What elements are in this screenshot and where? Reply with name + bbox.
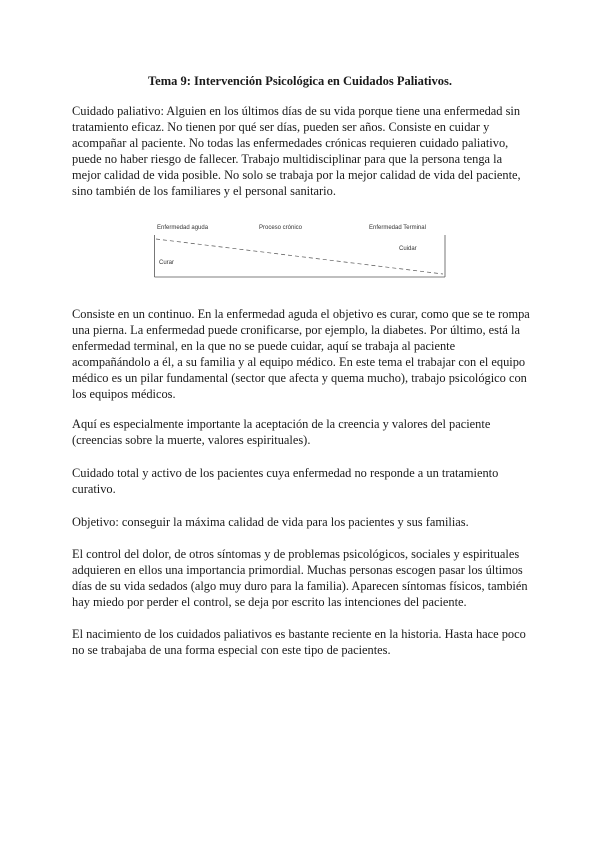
care-line-label: Cuidar <box>399 246 417 252</box>
paragraph-symptom-control: El control del dolor, de otros síntomas y de problemas psicológicos, sociales y espirituales adquieren en ellos una importancia primordial. Muchas personas escogen pasar los últimos días de su vida sedados (algo muy duro para la familia). Aparecen síntomas físicos, también hay miedo por perder el control, se deja por escrito las intenciones del paciente. <box>72 547 528 610</box>
phase-acute-label: Enfermedad aguda <box>157 225 209 231</box>
care-continuum-diagram <box>154 222 446 278</box>
paragraph-total-care: Cuidado total y activo de los pacientes cuya enfermedad no responde a un tratamiento curativo. <box>72 466 499 497</box>
document-title: Tema 9: Intervención Psicológica en Cuidados Paliativos. <box>147 74 453 88</box>
phase-chronic-label: Proceso crónico <box>259 225 303 231</box>
cure-line-label: Curar <box>159 260 175 266</box>
phase-terminal-label: Enfermedad Terminal <box>369 225 426 231</box>
paragraph-objective: Objetivo: conseguir la máxima calidad de vida para los pacientes y sus familias. <box>72 515 469 529</box>
paragraph-beliefs: Aquí es especialmente importante la aceptación de la creencia y valores del paciente (creencias sobre la muerte, valores espirituales). <box>72 417 491 448</box>
paragraph-definition: Cuidado paliativo: Alguien en los últimos días de su vida porque tiene una enfermedad sin tratamiento eficaz. No tienen por qué ser días, pueden ser años. Consiste en cuidar y acompañar al paciente. No todas las enfermedades crónicas requieren cuidado paliativo, puede no haber riesgo de fallecer. Trabajo multidisciplinar para que la persona tenga la mejor calidad de vida posible. No solo se trabaja por la mejor calidad de vida del paciente, sino también de los familiares y el personal sanitario. <box>72 104 521 199</box>
paragraph-history: El nacimiento de los cuidados paliativos es bastante reciente en la historia. Hasta hace poco no se trabajaba de una forma especial con este tipo de pacientes. <box>72 627 526 658</box>
cure-care-dashed-line <box>156 239 443 274</box>
paragraph-continuum: Consiste en un continuo. En la enfermedad aguda el objetivo es curar, como que se te rompa una pierna. La enfermedad puede cronificarse, por ejemplo, la diabetes. Por último, está la enfermedad terminal, en la que no se puede cuidar, aquí se trabaja al paciente acompañándolo a él, a su familia y al equipo médico. En este tema el trabajar con el equipo médico es un pilar fundamental (sector que afecta y quema mucho), trabajo psicológico con los equipos médicos. <box>72 307 530 402</box>
